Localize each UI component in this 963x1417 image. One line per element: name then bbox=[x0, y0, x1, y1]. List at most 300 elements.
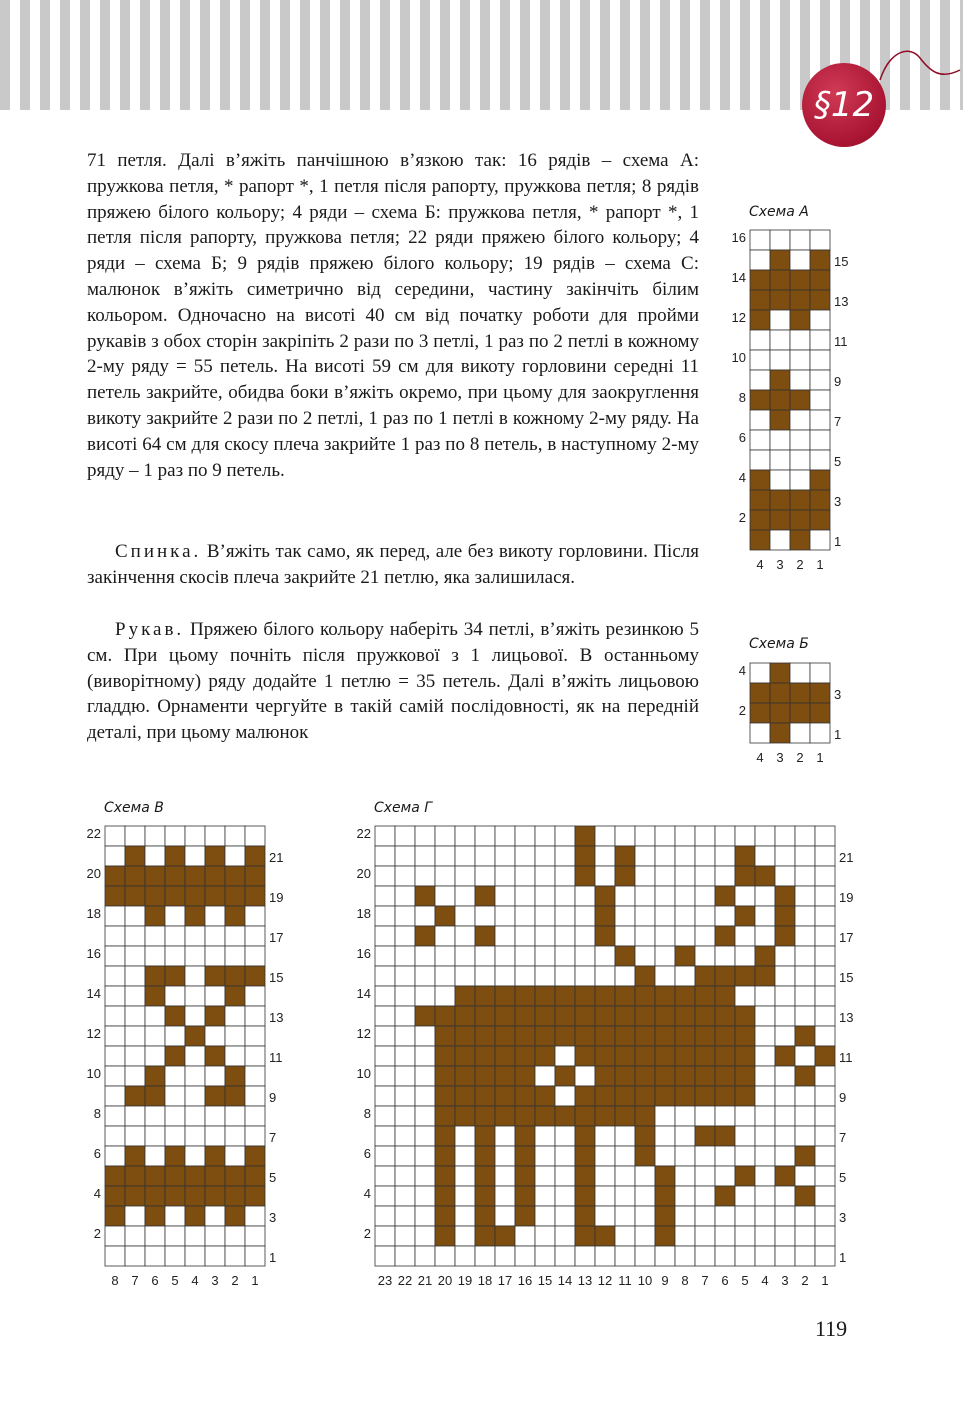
empty-stitch bbox=[375, 946, 395, 966]
empty-stitch bbox=[715, 1106, 735, 1126]
empty-stitch bbox=[105, 966, 125, 986]
empty-stitch bbox=[595, 1166, 615, 1186]
empty-stitch bbox=[555, 966, 575, 986]
empty-stitch bbox=[555, 946, 575, 966]
filled-stitch bbox=[635, 966, 655, 986]
empty-stitch bbox=[395, 966, 415, 986]
filled-stitch bbox=[435, 1206, 455, 1226]
filled-stitch bbox=[735, 906, 755, 926]
empty-stitch bbox=[495, 926, 515, 946]
empty-stitch bbox=[810, 370, 830, 390]
empty-stitch bbox=[415, 1046, 435, 1066]
empty-stitch bbox=[555, 1086, 575, 1106]
empty-stitch bbox=[145, 1006, 165, 1026]
filled-stitch bbox=[245, 966, 265, 986]
empty-stitch bbox=[695, 1206, 715, 1226]
empty-stitch bbox=[535, 1166, 555, 1186]
empty-stitch bbox=[145, 846, 165, 866]
filled-stitch bbox=[205, 866, 225, 886]
filled-stitch bbox=[810, 490, 830, 510]
row-number-label: 9 bbox=[839, 1090, 847, 1105]
column-number-label: 7 bbox=[701, 1273, 709, 1288]
row-number-label: 3 bbox=[834, 687, 842, 702]
filled-stitch bbox=[735, 1046, 755, 1066]
empty-stitch bbox=[775, 826, 795, 846]
row-number-label: 13 bbox=[834, 294, 849, 309]
empty-stitch bbox=[165, 1086, 185, 1106]
filled-stitch bbox=[810, 290, 830, 310]
row-number-label: 13 bbox=[269, 1010, 284, 1025]
section-badge: §12 bbox=[802, 63, 886, 147]
empty-stitch bbox=[125, 1126, 145, 1146]
empty-stitch bbox=[750, 230, 770, 250]
filled-stitch bbox=[810, 250, 830, 270]
filled-stitch bbox=[790, 510, 810, 530]
filled-stitch bbox=[575, 1126, 595, 1146]
filled-stitch bbox=[615, 1086, 635, 1106]
empty-stitch bbox=[750, 410, 770, 430]
empty-stitch bbox=[810, 310, 830, 330]
empty-stitch bbox=[415, 1186, 435, 1206]
filled-stitch bbox=[475, 986, 495, 1006]
filled-stitch bbox=[615, 1026, 635, 1046]
empty-stitch bbox=[735, 826, 755, 846]
column-number-label: 10 bbox=[637, 1273, 653, 1288]
empty-stitch bbox=[455, 1226, 475, 1246]
empty-stitch bbox=[435, 1246, 455, 1266]
empty-stitch bbox=[795, 906, 815, 926]
empty-stitch bbox=[555, 1146, 575, 1166]
filled-stitch bbox=[770, 490, 790, 510]
empty-stitch bbox=[145, 826, 165, 846]
empty-stitch bbox=[245, 826, 265, 846]
empty-stitch bbox=[455, 826, 475, 846]
empty-stitch bbox=[205, 986, 225, 1006]
filled-stitch bbox=[515, 1046, 535, 1066]
empty-stitch bbox=[595, 946, 615, 966]
filled-stitch bbox=[225, 866, 245, 886]
empty-stitch bbox=[475, 966, 495, 986]
empty-stitch bbox=[675, 906, 695, 926]
empty-stitch bbox=[375, 1206, 395, 1226]
filled-stitch bbox=[555, 1066, 575, 1086]
empty-stitch bbox=[695, 1226, 715, 1246]
filled-stitch bbox=[145, 1086, 165, 1106]
empty-stitch bbox=[755, 1086, 775, 1106]
empty-stitch bbox=[125, 826, 145, 846]
empty-stitch bbox=[435, 946, 455, 966]
empty-stitch bbox=[395, 1026, 415, 1046]
empty-stitch bbox=[595, 1146, 615, 1166]
empty-stitch bbox=[615, 1146, 635, 1166]
row-number-label: 11 bbox=[269, 1050, 283, 1065]
row-number-label: 8 bbox=[363, 1106, 371, 1121]
empty-stitch bbox=[375, 1006, 395, 1026]
filled-stitch bbox=[515, 1086, 535, 1106]
empty-stitch bbox=[735, 1126, 755, 1146]
filled-stitch bbox=[655, 1226, 675, 1246]
empty-stitch bbox=[535, 926, 555, 946]
row-number-label: 2 bbox=[363, 1226, 371, 1241]
empty-stitch bbox=[815, 926, 835, 946]
empty-stitch bbox=[395, 1146, 415, 1166]
empty-stitch bbox=[695, 946, 715, 966]
filled-stitch bbox=[455, 1066, 475, 1086]
empty-stitch bbox=[595, 1186, 615, 1206]
filled-stitch bbox=[415, 926, 435, 946]
empty-stitch bbox=[165, 1066, 185, 1086]
empty-stitch bbox=[695, 826, 715, 846]
empty-stitch bbox=[415, 1026, 435, 1046]
row-number-label: 7 bbox=[834, 414, 842, 429]
row-number-label: 16 bbox=[86, 946, 101, 961]
empty-stitch bbox=[455, 1146, 475, 1166]
empty-stitch bbox=[165, 1206, 185, 1226]
empty-stitch bbox=[205, 1246, 225, 1266]
empty-stitch bbox=[415, 1226, 435, 1246]
row-number-label: 3 bbox=[834, 494, 842, 509]
filled-stitch bbox=[770, 250, 790, 270]
empty-stitch bbox=[145, 1046, 165, 1066]
empty-stitch bbox=[225, 846, 245, 866]
empty-stitch bbox=[755, 826, 775, 846]
filled-stitch bbox=[655, 986, 675, 1006]
filled-stitch bbox=[515, 1146, 535, 1166]
empty-stitch bbox=[755, 1066, 775, 1086]
empty-stitch bbox=[715, 1226, 735, 1246]
empty-stitch bbox=[185, 1086, 205, 1106]
chart-a-title: Схема А bbox=[749, 204, 809, 220]
empty-stitch bbox=[435, 846, 455, 866]
filled-stitch bbox=[435, 1146, 455, 1166]
empty-stitch bbox=[225, 946, 245, 966]
filled-stitch bbox=[475, 1206, 495, 1226]
column-number-label: 2 bbox=[801, 1273, 809, 1288]
thread-decoration bbox=[870, 40, 963, 100]
column-number-label: 20 bbox=[437, 1273, 453, 1288]
empty-stitch bbox=[635, 1246, 655, 1266]
filled-stitch bbox=[595, 1106, 615, 1126]
column-number-label: 22 bbox=[397, 1273, 413, 1288]
empty-stitch bbox=[695, 1186, 715, 1206]
empty-stitch bbox=[810, 350, 830, 370]
empty-stitch bbox=[615, 966, 635, 986]
row-number-label: 2 bbox=[93, 1226, 101, 1241]
empty-stitch bbox=[105, 1126, 125, 1146]
empty-stitch bbox=[435, 986, 455, 1006]
row-number-label: 8 bbox=[93, 1106, 101, 1121]
empty-stitch bbox=[775, 1126, 795, 1146]
empty-stitch bbox=[415, 1246, 435, 1266]
filled-stitch bbox=[455, 1106, 475, 1126]
column-number-label: 2 bbox=[796, 557, 804, 572]
filled-stitch bbox=[715, 1066, 735, 1086]
empty-stitch bbox=[815, 1066, 835, 1086]
filled-stitch bbox=[555, 1106, 575, 1126]
empty-stitch bbox=[750, 250, 770, 270]
filled-stitch bbox=[715, 1086, 735, 1106]
empty-stitch bbox=[495, 906, 515, 926]
empty-stitch bbox=[395, 946, 415, 966]
filled-stitch bbox=[435, 1086, 455, 1106]
filled-stitch bbox=[790, 310, 810, 330]
empty-stitch bbox=[165, 1106, 185, 1126]
empty-stitch bbox=[395, 1066, 415, 1086]
filled-stitch bbox=[455, 1006, 475, 1026]
empty-stitch bbox=[655, 1126, 675, 1146]
empty-stitch bbox=[185, 1146, 205, 1166]
filled-stitch bbox=[750, 683, 770, 703]
filled-stitch bbox=[790, 390, 810, 410]
empty-stitch bbox=[635, 826, 655, 846]
filled-stitch bbox=[535, 1026, 555, 1046]
empty-stitch bbox=[535, 906, 555, 926]
filled-stitch bbox=[555, 1006, 575, 1026]
empty-stitch bbox=[815, 1026, 835, 1046]
empty-stitch bbox=[245, 1126, 265, 1146]
filled-stitch bbox=[810, 270, 830, 290]
filled-stitch bbox=[755, 966, 775, 986]
column-number-label: 21 bbox=[417, 1273, 433, 1288]
filled-stitch bbox=[475, 1066, 495, 1086]
row-number-label: 11 bbox=[839, 1050, 853, 1065]
empty-stitch bbox=[555, 1046, 575, 1066]
empty-stitch bbox=[715, 1166, 735, 1186]
filled-stitch bbox=[185, 866, 205, 886]
empty-stitch bbox=[715, 1206, 735, 1226]
filled-stitch bbox=[165, 1146, 185, 1166]
empty-stitch bbox=[475, 1246, 495, 1266]
empty-stitch bbox=[125, 1006, 145, 1026]
empty-stitch bbox=[795, 1126, 815, 1146]
filled-stitch bbox=[435, 1186, 455, 1206]
empty-stitch bbox=[675, 886, 695, 906]
filled-stitch bbox=[225, 886, 245, 906]
filled-stitch bbox=[435, 1126, 455, 1146]
filled-stitch bbox=[675, 986, 695, 1006]
filled-stitch bbox=[715, 1126, 735, 1146]
filled-stitch bbox=[435, 1166, 455, 1186]
empty-stitch bbox=[770, 450, 790, 470]
filled-stitch bbox=[105, 1186, 125, 1206]
empty-stitch bbox=[775, 1146, 795, 1166]
filled-stitch bbox=[535, 1086, 555, 1106]
column-number-label: 18 bbox=[477, 1273, 493, 1288]
empty-stitch bbox=[125, 906, 145, 926]
empty-stitch bbox=[790, 410, 810, 430]
filled-stitch bbox=[735, 1166, 755, 1186]
empty-stitch bbox=[495, 846, 515, 866]
filled-stitch bbox=[105, 866, 125, 886]
row-number-label: 18 bbox=[86, 906, 101, 921]
filled-stitch bbox=[695, 986, 715, 1006]
empty-stitch bbox=[165, 986, 185, 1006]
empty-stitch bbox=[205, 906, 225, 926]
column-number-label: 12 bbox=[597, 1273, 613, 1288]
empty-stitch bbox=[815, 1106, 835, 1126]
filled-stitch bbox=[435, 1226, 455, 1246]
empty-stitch bbox=[535, 1206, 555, 1226]
chart-svg bbox=[75, 826, 295, 1296]
filled-stitch bbox=[575, 826, 595, 846]
filled-stitch bbox=[790, 683, 810, 703]
filled-stitch bbox=[455, 986, 475, 1006]
empty-stitch bbox=[415, 1166, 435, 1186]
empty-stitch bbox=[165, 1226, 185, 1246]
filled-stitch bbox=[205, 966, 225, 986]
empty-stitch bbox=[775, 866, 795, 886]
filled-stitch bbox=[770, 290, 790, 310]
filled-stitch bbox=[515, 1006, 535, 1026]
row-number-label: 20 bbox=[86, 866, 101, 881]
empty-stitch bbox=[675, 1226, 695, 1246]
empty-stitch bbox=[770, 430, 790, 450]
empty-stitch bbox=[205, 926, 225, 946]
empty-stitch bbox=[790, 663, 810, 683]
empty-stitch bbox=[495, 946, 515, 966]
empty-stitch bbox=[125, 1026, 145, 1046]
row-number-label: 20 bbox=[356, 866, 371, 881]
filled-stitch bbox=[635, 1106, 655, 1126]
row-number-label: 6 bbox=[363, 1146, 371, 1161]
filled-stitch bbox=[810, 683, 830, 703]
empty-stitch bbox=[795, 966, 815, 986]
empty-stitch bbox=[495, 1186, 515, 1206]
empty-stitch bbox=[395, 906, 415, 926]
empty-stitch bbox=[495, 826, 515, 846]
empty-stitch bbox=[125, 986, 145, 1006]
filled-stitch bbox=[185, 906, 205, 926]
empty-stitch bbox=[810, 430, 830, 450]
filled-stitch bbox=[715, 1026, 735, 1046]
empty-stitch bbox=[475, 946, 495, 966]
empty-stitch bbox=[755, 1026, 775, 1046]
column-number-label: 1 bbox=[251, 1273, 259, 1288]
row-number-label: 1 bbox=[834, 534, 842, 549]
filled-stitch bbox=[125, 846, 145, 866]
empty-stitch bbox=[775, 1246, 795, 1266]
empty-stitch bbox=[675, 1126, 695, 1146]
empty-stitch bbox=[815, 1186, 835, 1206]
empty-stitch bbox=[755, 986, 775, 1006]
empty-stitch bbox=[225, 1126, 245, 1146]
empty-stitch bbox=[205, 826, 225, 846]
column-number-label: 1 bbox=[816, 750, 824, 765]
empty-stitch bbox=[415, 1206, 435, 1226]
empty-stitch bbox=[615, 926, 635, 946]
row-number-label: 5 bbox=[839, 1170, 847, 1185]
empty-stitch bbox=[535, 886, 555, 906]
empty-stitch bbox=[755, 1186, 775, 1206]
filled-stitch bbox=[435, 1106, 455, 1126]
empty-stitch bbox=[595, 966, 615, 986]
filled-stitch bbox=[225, 906, 245, 926]
filled-stitch bbox=[750, 703, 770, 723]
empty-stitch bbox=[815, 1246, 835, 1266]
filled-stitch bbox=[515, 1166, 535, 1186]
column-number-label: 4 bbox=[761, 1273, 769, 1288]
filled-stitch bbox=[185, 1206, 205, 1226]
empty-stitch bbox=[185, 1126, 205, 1146]
empty-stitch bbox=[750, 350, 770, 370]
empty-stitch bbox=[375, 1226, 395, 1246]
row-number-label: 14 bbox=[731, 270, 746, 285]
empty-stitch bbox=[635, 1186, 655, 1206]
back-body: В’яжіть так само, як перед, але без викоту горловини. Після закінчення скосів плеча закрийте 21 петлю, яка залишилася. bbox=[87, 541, 699, 588]
empty-stitch bbox=[795, 1086, 815, 1106]
filled-stitch bbox=[750, 470, 770, 490]
filled-stitch bbox=[475, 1166, 495, 1186]
filled-stitch bbox=[635, 1006, 655, 1026]
row-number-label: 6 bbox=[738, 430, 746, 445]
empty-stitch bbox=[125, 946, 145, 966]
filled-stitch bbox=[225, 1086, 245, 1106]
empty-stitch bbox=[655, 966, 675, 986]
empty-stitch bbox=[770, 310, 790, 330]
empty-stitch bbox=[595, 1246, 615, 1266]
filled-stitch bbox=[145, 966, 165, 986]
empty-stitch bbox=[205, 1226, 225, 1246]
empty-stitch bbox=[655, 906, 675, 926]
empty-stitch bbox=[555, 1206, 575, 1226]
chart-v-title: Схема В bbox=[104, 800, 164, 816]
empty-stitch bbox=[535, 1246, 555, 1266]
empty-stitch bbox=[770, 470, 790, 490]
filled-stitch bbox=[770, 683, 790, 703]
filled-stitch bbox=[775, 926, 795, 946]
filled-stitch bbox=[695, 966, 715, 986]
empty-stitch bbox=[205, 946, 225, 966]
empty-stitch bbox=[185, 1066, 205, 1086]
empty-stitch bbox=[735, 946, 755, 966]
filled-stitch bbox=[810, 470, 830, 490]
empty-stitch bbox=[775, 1006, 795, 1026]
empty-stitch bbox=[615, 886, 635, 906]
empty-stitch bbox=[675, 866, 695, 886]
filled-stitch bbox=[575, 846, 595, 866]
empty-stitch bbox=[810, 390, 830, 410]
empty-stitch bbox=[455, 926, 475, 946]
filled-stitch bbox=[735, 846, 755, 866]
empty-stitch bbox=[675, 1246, 695, 1266]
filled-stitch bbox=[615, 946, 635, 966]
empty-stitch bbox=[245, 1206, 265, 1226]
empty-stitch bbox=[775, 1186, 795, 1206]
row-number-label: 22 bbox=[356, 826, 371, 841]
empty-stitch bbox=[125, 926, 145, 946]
empty-stitch bbox=[810, 230, 830, 250]
empty-stitch bbox=[575, 886, 595, 906]
filled-stitch bbox=[615, 986, 635, 1006]
column-number-label: 13 bbox=[577, 1273, 593, 1288]
empty-stitch bbox=[205, 1106, 225, 1126]
empty-stitch bbox=[735, 1246, 755, 1266]
chart-b-title: Схема Б bbox=[749, 636, 809, 652]
empty-stitch bbox=[750, 330, 770, 350]
empty-stitch bbox=[535, 1146, 555, 1166]
empty-stitch bbox=[695, 1106, 715, 1126]
empty-stitch bbox=[535, 866, 555, 886]
empty-stitch bbox=[715, 1246, 735, 1266]
chart-svg bbox=[720, 663, 860, 773]
empty-stitch bbox=[795, 826, 815, 846]
empty-stitch bbox=[815, 1086, 835, 1106]
filled-stitch bbox=[575, 1166, 595, 1186]
empty-stitch bbox=[555, 1246, 575, 1266]
filled-stitch bbox=[515, 1066, 535, 1086]
row-number-label: 8 bbox=[738, 390, 746, 405]
empty-stitch bbox=[455, 866, 475, 886]
